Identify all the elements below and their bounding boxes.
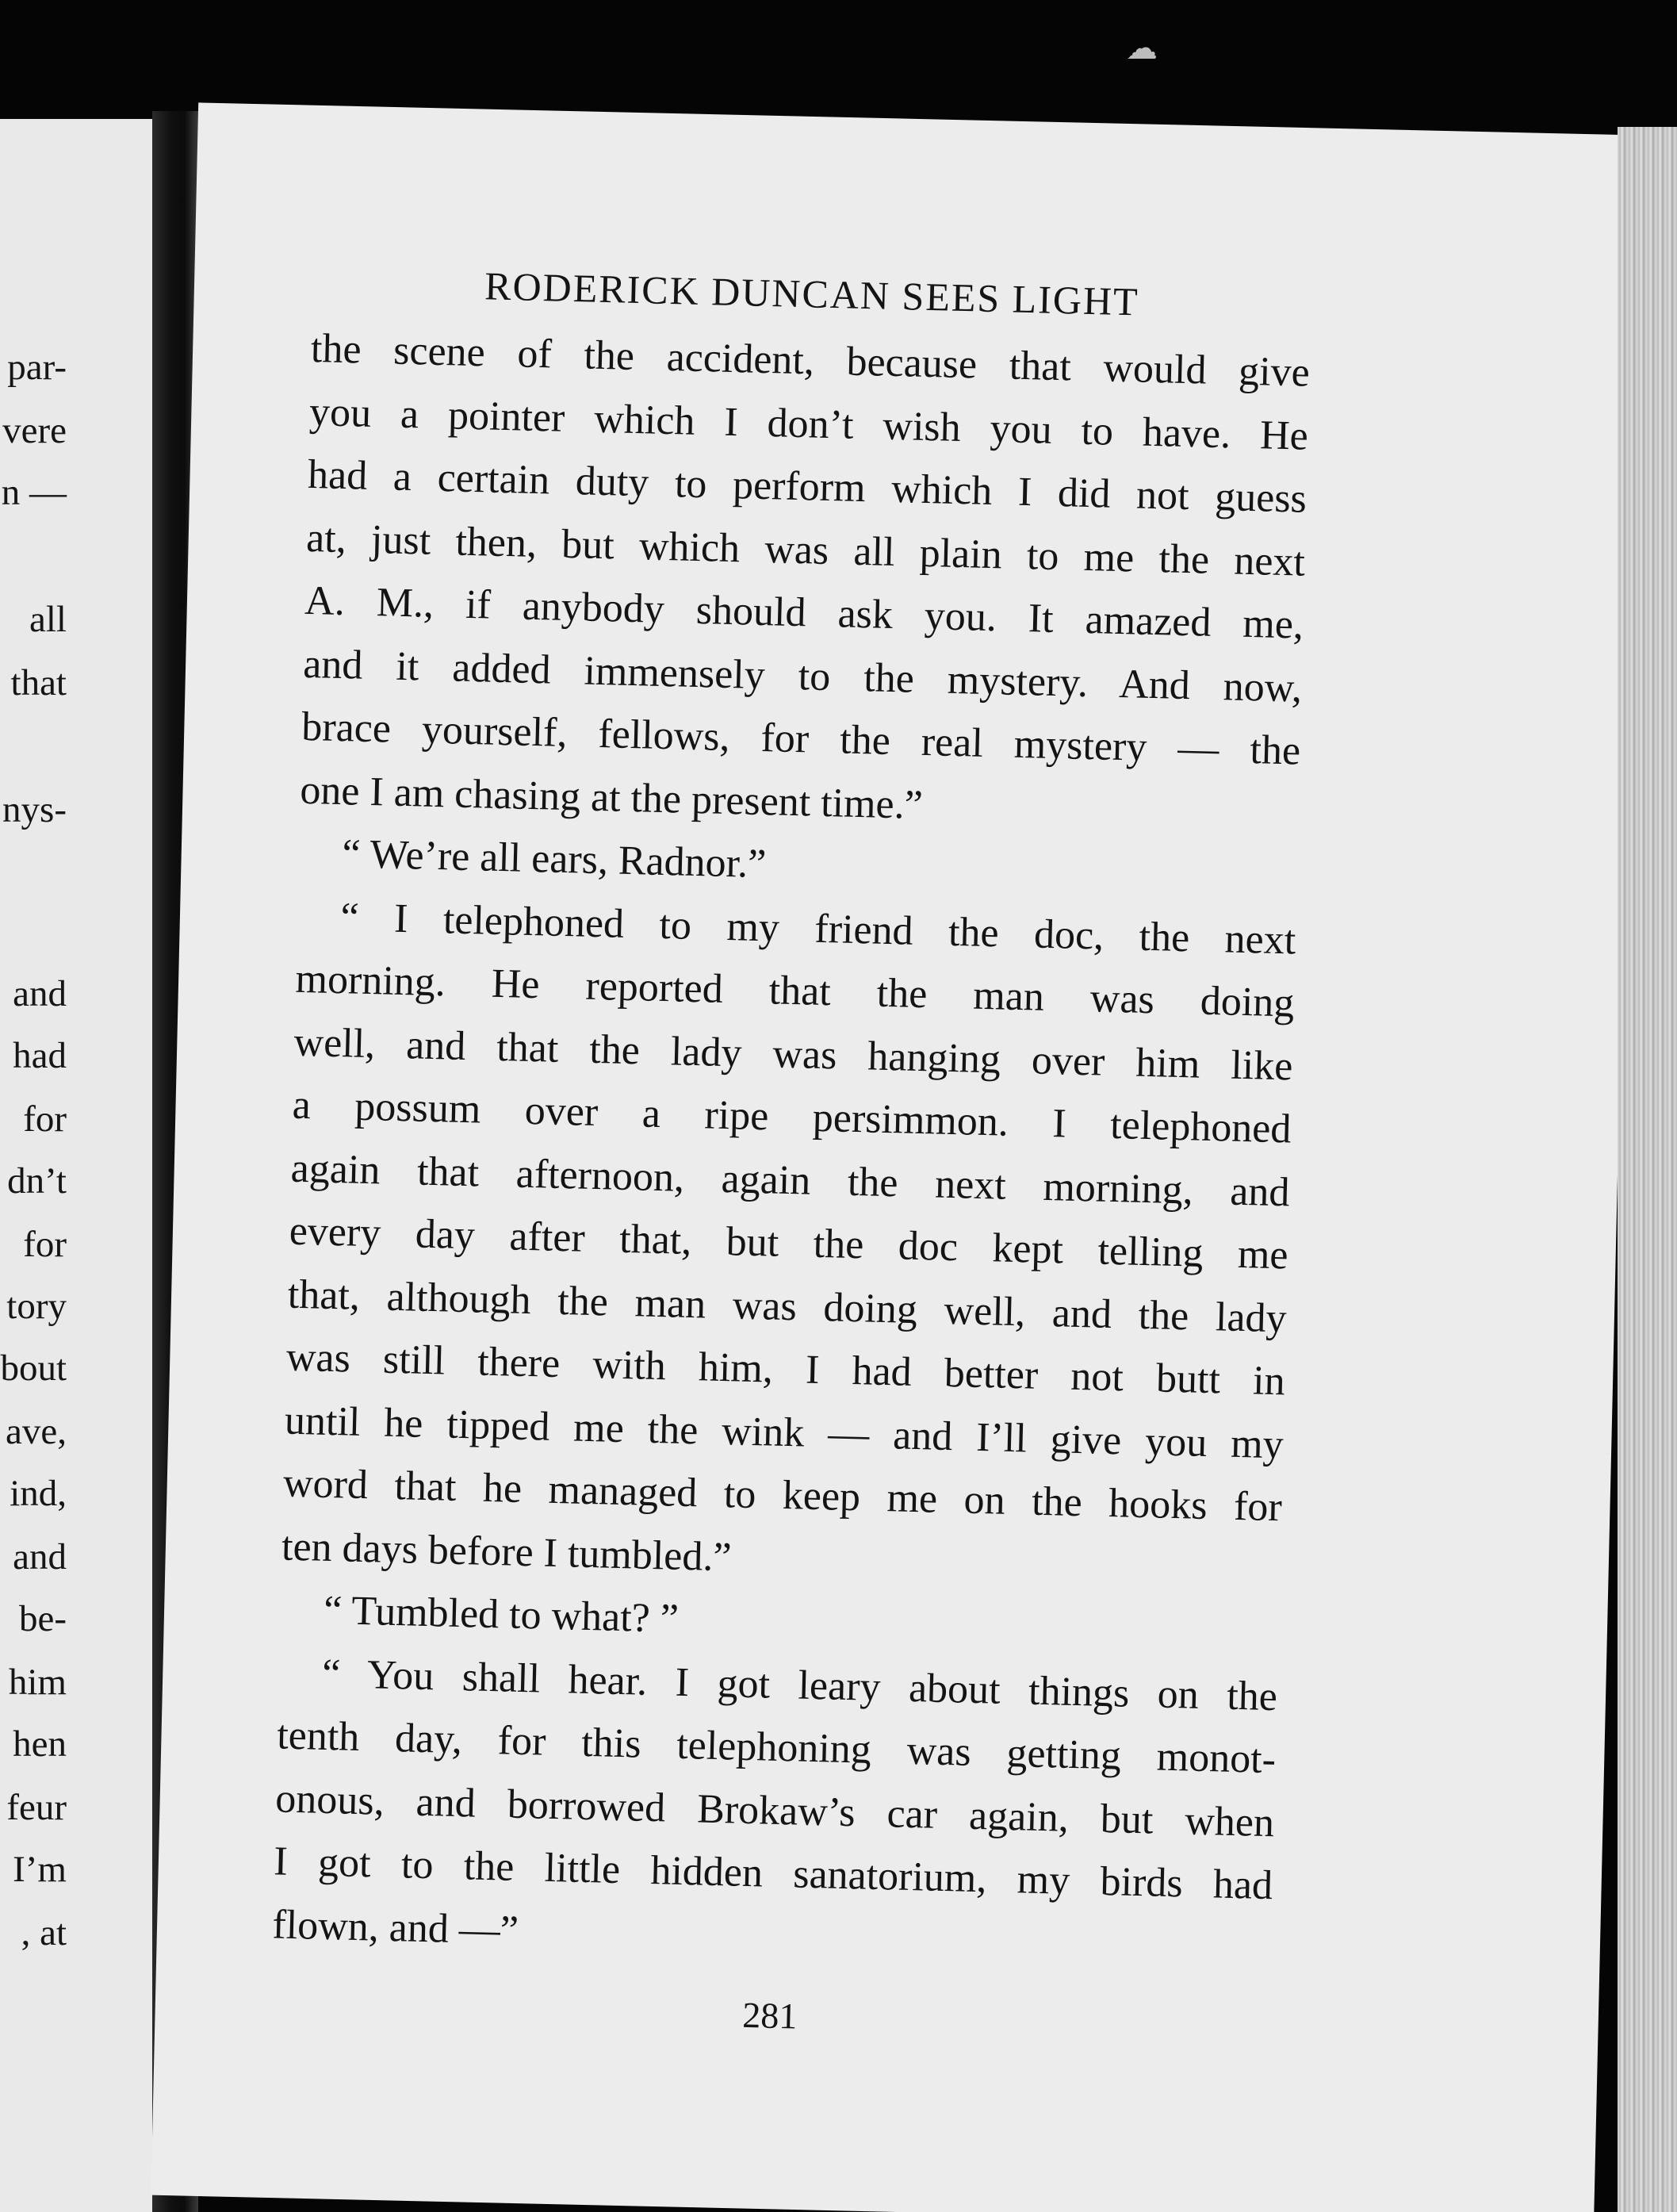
dust-mark: ☁ (1126, 30, 1158, 67)
left-page-line: hen (13, 1723, 67, 1765)
page-text (270, 254, 1311, 2054)
text-line: “ I telephoned to my friend the doc, the next (339, 894, 1296, 964)
text-line: every day after that, but the doc kept telling me (289, 1208, 1289, 1279)
text-line: that, although the man was doing well, and the lady (287, 1271, 1288, 1341)
left-page-line: for (23, 1224, 67, 1265)
left-page-line: tory (6, 1286, 67, 1327)
text-line: flown, and —” (271, 1901, 519, 1953)
left-page-line: dn’t (7, 1160, 67, 1202)
left-page-line: had (13, 1035, 67, 1076)
running-head: RODERICK DUNCAN SEES LIGHT (484, 263, 1140, 324)
text-line: A. M., if anybody should ask you. It amazed me, (304, 577, 1304, 648)
previous-page (0, 119, 152, 2212)
text-line: one I am chasing at the present time.” (299, 767, 924, 828)
left-page-line: nys- (2, 789, 67, 830)
left-page-line: for (23, 1098, 67, 1140)
left-page-line: ind, (10, 1473, 67, 1514)
text-line: tenth day, for this telephoning was getting monot- (276, 1712, 1277, 1783)
page-edges (1618, 127, 1677, 2212)
left-page-line: all (29, 599, 67, 640)
left-page-line: him (8, 1662, 67, 1703)
left-page-line: , at (21, 1912, 67, 1953)
left-page-line: vere (2, 410, 67, 451)
text-line: the scene of the accident, because that would give (310, 325, 1311, 396)
text-line: again that afternoon, again the next morning, and (290, 1145, 1291, 1215)
text-line: “ We’re all ears, Radnor.” (341, 831, 767, 887)
left-page-line: par- (7, 347, 67, 388)
text-line: and it added immensely to the mystery. And now, (302, 641, 1303, 711)
left-page-line: ave, (6, 1411, 67, 1452)
page-number: 281 (741, 1994, 798, 2037)
left-page-line: n — (1, 472, 67, 513)
left-page-line: I’m (13, 1849, 67, 1890)
left-page-line: feur (6, 1787, 67, 1828)
text-line: morning. He reported that the man was doing (294, 956, 1295, 1026)
text-line: was still there with him, I had better not butt in (285, 1334, 1286, 1405)
left-page-line: and (13, 1536, 67, 1578)
text-line: I got to the little hidden sanatorium, my birds had (273, 1838, 1273, 1909)
left-page-line: be- (18, 1598, 67, 1639)
left-page-line: and (13, 973, 67, 1014)
left-page-line: that (10, 662, 67, 703)
text-line: onous, and borrowed Brokaw’s car again, but when (274, 1775, 1275, 1846)
left-page-line: bout (0, 1348, 67, 1389)
text-line: “ Tumbled to what? ” (323, 1587, 680, 1642)
text-line: well, and that the lady was hanging over him like (293, 1019, 1294, 1089)
text-line: ten days before I tumbled.” (281, 1524, 733, 1580)
text-line: until he tipped me the wink — and I’ll give you my (284, 1397, 1285, 1467)
text-line: you a pointer which I don’t wish you to have. He (308, 389, 1309, 459)
text-line: brace yourself, fellows, for the real mystery — the (301, 703, 1301, 774)
text-line: “ You shall hear. I got leary about things on the (321, 1650, 1278, 1719)
text-line: word that he managed to keep me on the hooks for (282, 1460, 1283, 1531)
text-line: a possum over a ripe persimmon. I telephoned (292, 1082, 1292, 1152)
text-line: had a certain duty to perform which I did not guess (307, 451, 1308, 522)
text-line: at, just then, but which was all plain to me the next (305, 515, 1306, 585)
